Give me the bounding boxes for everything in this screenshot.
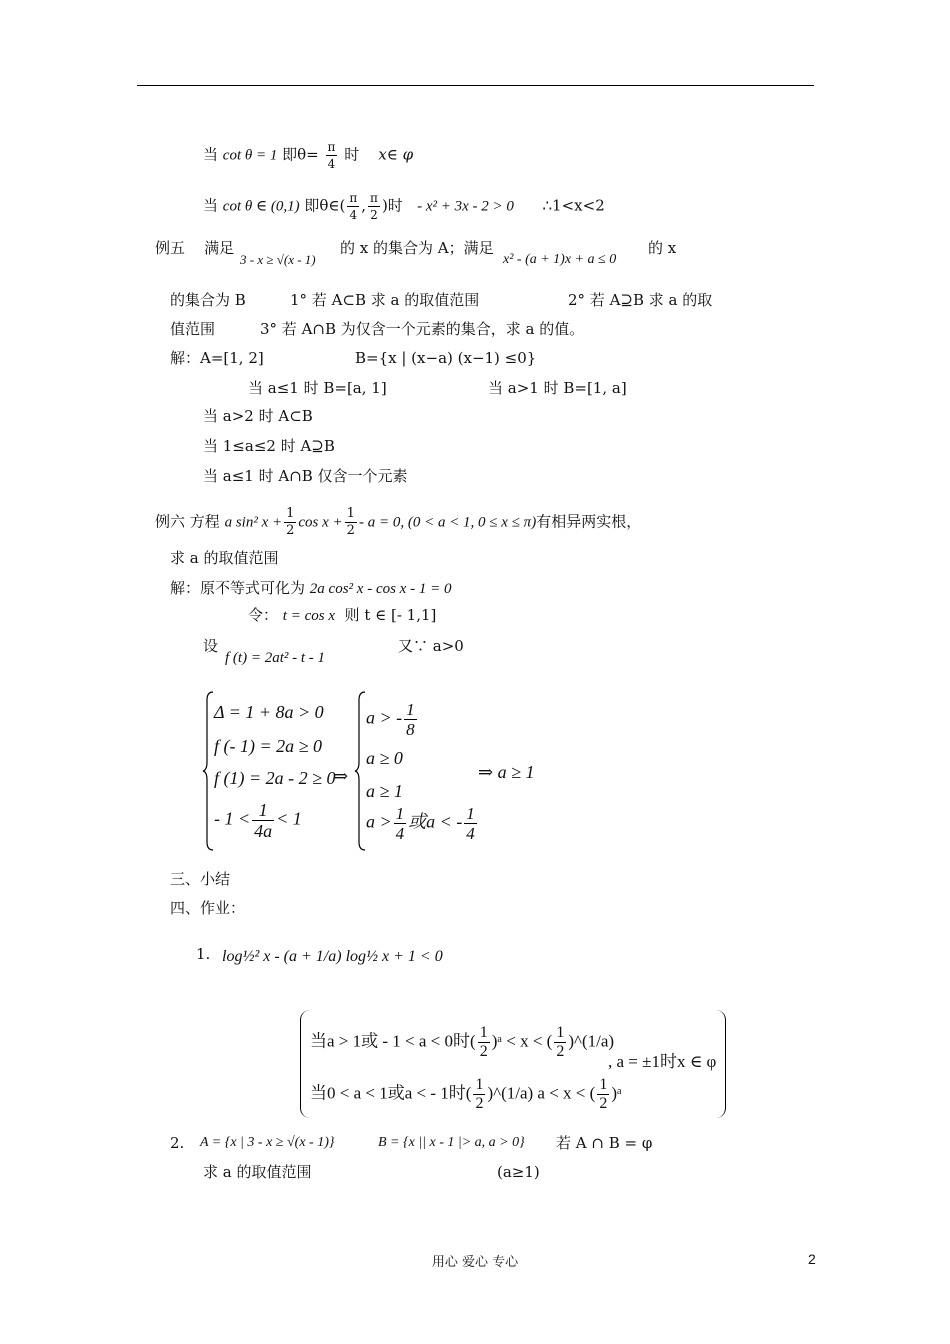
text: 的 x 的集合为 A；满足 (340, 239, 494, 257)
frac-num: 1 (466, 804, 475, 823)
answer-line-2 (310, 1076, 622, 1113)
text: a > (366, 811, 392, 832)
text: a > - (366, 707, 403, 728)
frac-num: π (370, 191, 378, 205)
left-brace-1 (201, 690, 215, 852)
homework-2-set-b: B = {x || x - 1 |> a, a > 0} (378, 1135, 525, 1150)
text: )^(1/a) a < x < ( (487, 1083, 596, 1103)
text: 即θ∈( (304, 196, 346, 215)
text: 或a < - (408, 811, 463, 832)
text: - 1 < (214, 808, 251, 829)
text: 求 a 的取值范围 (170, 549, 279, 567)
line-cot-range: 当 cot θ ∈ (0,1) 即θ∈( $\frac{\pi}{4}$ , $\frac{\pi}{2}$ )时 - x² + 3x - 2 > 0 ∴1<x<2 (203, 191, 605, 222)
math: x∈ φ (378, 145, 414, 164)
solution-6-line2 (248, 605, 436, 626)
text: 解：A=[1, 2] (170, 349, 264, 367)
header-rule (137, 85, 814, 86)
math-function: f (t) = 2at² - t - 1 (225, 650, 326, 666)
frac-num: 1 (475, 1076, 484, 1093)
example-6-title (155, 506, 641, 539)
homework-1-number: 1. (196, 945, 211, 963)
homework-2-condition: 若 A ∩ B = φ (556, 1134, 653, 1152)
homework-1-inequality: log½² x - (a + 1/a) log½ x + 1 < 0 (222, 948, 443, 965)
text: 当 (203, 145, 219, 164)
frac-num: 1 (556, 1024, 565, 1041)
frac-num: 1 (406, 700, 415, 719)
text: 则 t ∈ [- 1,1] (344, 606, 437, 624)
frac-den: 4 (349, 208, 358, 222)
math: a sin² x + (224, 514, 283, 531)
footer-slogan: 用心 爱心 专心 (431, 1255, 519, 1270)
text: )ᵃ (611, 1083, 622, 1103)
frac-den: 2 (599, 1095, 608, 1112)
text: 3° 若 A∩B 为仅含一个元素的集合，求 a 的值。 (260, 320, 585, 338)
frac-den: 4 (327, 157, 336, 171)
result-4 (366, 804, 479, 843)
math-condition-b: x² - (a + 1)x + a ≤ 0 (503, 252, 617, 267)
homework-2-set-a: A = {x | 3 - x ≥ √(x - 1)} (200, 1135, 335, 1150)
condition-f-minus-1: f (- 1) = 2a ≥ 0 (214, 736, 323, 756)
line-cot-eq-1 (203, 139, 413, 172)
frac-den: 2 (479, 1043, 488, 1060)
section-homework: 四、作业： (170, 899, 246, 917)
frac-den: 2 (475, 1095, 484, 1112)
frac-num: 1 (599, 1076, 608, 1093)
text: 当 (203, 196, 219, 215)
condition-axis (214, 800, 302, 841)
text: 例六 方程 (155, 512, 220, 531)
homework-2-number: 2. (170, 1134, 185, 1152)
text: )^(1/a) (568, 1031, 615, 1051)
left-brace-2 (353, 690, 367, 852)
text: 即θ= (282, 145, 319, 164)
text: 有相异两实根， (536, 512, 642, 531)
text: 时 (344, 145, 360, 164)
text: 当 a≤1 时 A∩B 仅含一个元素 (203, 467, 408, 485)
result-2: a ≥ 0 (366, 748, 403, 768)
math: cos x + (298, 514, 343, 531)
frac-den: 2 (556, 1043, 565, 1060)
math: cot θ ∈ (0,1) (222, 198, 300, 215)
condition-delta: Δ = 1 + 8a > 0 (214, 702, 324, 722)
text: 值范围 (170, 320, 216, 338)
text: 当0 < a < 1或a < - 1时( (310, 1083, 472, 1103)
homework-2-answer: (a≥1) (497, 1163, 540, 1181)
text: < 1 (276, 808, 302, 829)
text: 当 a≤1 时 B=[a, 1] (248, 379, 387, 397)
frac-den: 8 (406, 720, 415, 739)
frac-den: 4 (466, 824, 475, 843)
frac-den: 2 (286, 523, 295, 538)
frac-den: 4 (395, 824, 405, 843)
text: )ᵃ < x < ( (491, 1031, 553, 1051)
text: 当 1≤a≤2 时 A⊇B (203, 437, 335, 455)
text: B={x | (x−a) (x−1) ≤0} (355, 349, 537, 367)
text: 设 (203, 637, 219, 655)
final-result: ⇒ a ≥ 1 (478, 762, 535, 782)
implies-arrow: ⇒ (333, 766, 349, 786)
text: 当 a>2 时 A⊂B (203, 407, 313, 425)
text: 的 x (648, 239, 677, 257)
section-summary: 三、小结 (170, 870, 231, 888)
text: 当 a>1 时 B=[1, a] (488, 379, 627, 397)
answer-tail: , a = ±1时x ∈ φ (608, 1052, 717, 1071)
math: 2a cos² x - cos x - 1 = 0 (309, 581, 452, 597)
page-number: 2 (808, 1251, 816, 1267)
text: 令： (248, 606, 279, 624)
result-1 (366, 700, 419, 739)
math-condition-a: 3 - x ≥ √(x - 1) (240, 252, 316, 267)
frac-den: 4a (254, 821, 273, 841)
frac-num: 1 (252, 800, 274, 821)
frac-den: 2 (370, 208, 378, 222)
text: 又∵ a>0 (398, 637, 464, 655)
text: 2° 若 A⊇B 求 a 的取 (568, 291, 713, 309)
result-3: a ≥ 1 (366, 781, 403, 801)
answer-line-1 (310, 1024, 614, 1061)
condition-f-1: f (1) = 2a - 2 ≥ 0 (214, 768, 336, 788)
text: 解：原不等式可化为 (170, 579, 306, 597)
math: - a = 0, (0 < a < 1, 0 ≤ x ≤ π) (358, 514, 537, 531)
frac-num: 1 (395, 804, 405, 823)
text: 例五 (155, 239, 186, 257)
example-5-title (155, 238, 234, 258)
frac-num: 1 (479, 1024, 488, 1041)
text: 的集合为 B (170, 291, 246, 309)
text: 满足 (204, 239, 235, 257)
text: 当a > 1或 - 1 < a < 0时( (310, 1031, 476, 1051)
frac-num: π (349, 191, 358, 205)
solution-6-line1 (170, 578, 451, 599)
frac-den: 2 (346, 523, 355, 538)
frac-num: 1 (286, 506, 295, 521)
frac-num: 1 (346, 506, 355, 521)
frac-num: π (327, 140, 336, 154)
math: - x² + 3x - 2 > 0 (417, 198, 514, 215)
text: 1° 若 A⊂B 求 a 的取值范围 (290, 291, 480, 309)
math: ∴1<x<2 (542, 196, 605, 215)
text: 求 a 的取值范围 (203, 1163, 312, 1181)
math: cot θ = 1 (222, 147, 278, 164)
math: t = cos x (282, 608, 335, 624)
text: )时 (381, 196, 403, 215)
